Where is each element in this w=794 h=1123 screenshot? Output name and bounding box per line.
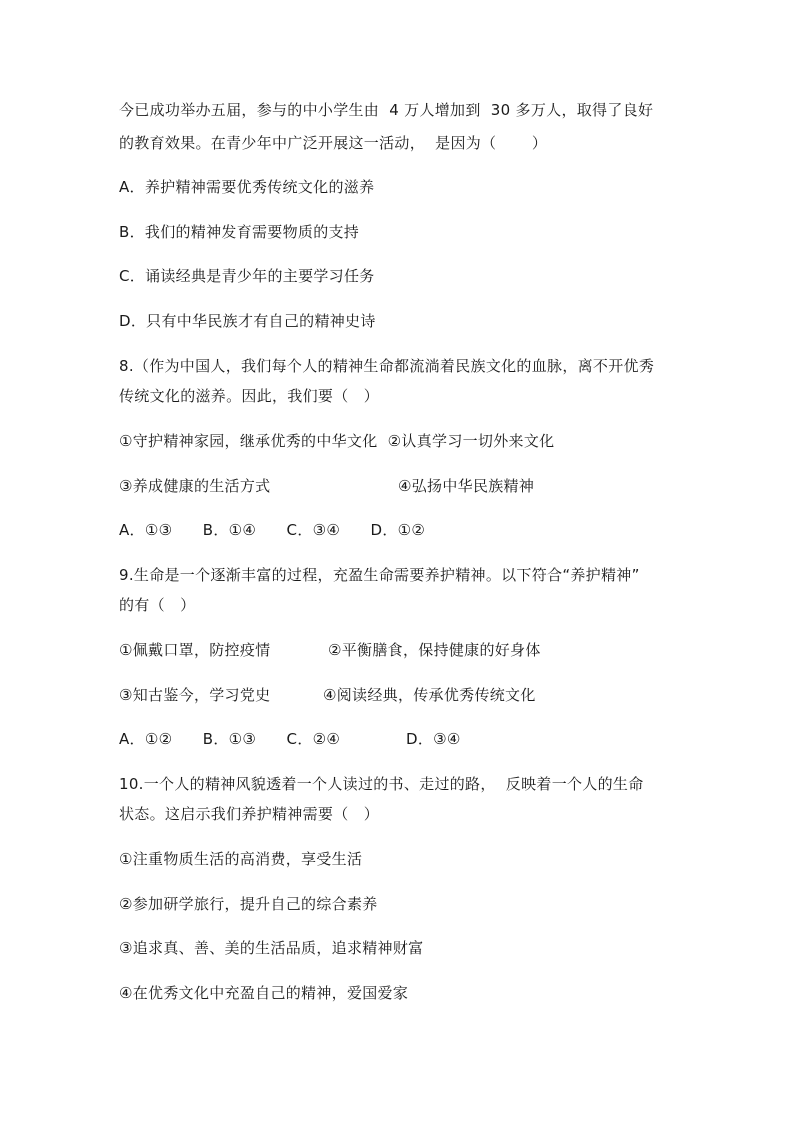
q8-item-4: ④弘扬中华民族精神 [398, 477, 535, 495]
q8-items-line-1: ①守护精神家园，继承优秀的中华文化 ②认真学习一切外来文化 [119, 432, 555, 450]
q8-answer-choices: A．①③ B．①④ C．③④ D．①② [119, 521, 426, 539]
q8-item-3: ③养成健康的生活方式 [119, 477, 271, 495]
q10-item-1: ①注重物质生活的高消费，享受生活 [119, 850, 363, 868]
q8-stem-line-2: 传统文化的滋养。因此，我们要（ ） [119, 387, 380, 405]
q10-item-3: ③追求真、善、美的生活品质，追求精神财富 [119, 939, 424, 957]
q7-stem-line-2: 的教育效果。在青少年中广泛开展这一活动， 是因为（ ） [119, 134, 548, 152]
q7-stem-line-1: 今已成功举办五届，参与的中小学生由 4 万人增加到 30 多万人，取得了良好 [119, 101, 654, 119]
q9-stem-line-2: 的有（ ） [119, 596, 196, 614]
q8-stem-line-1: 8.（作为中国人，我们每个人的精神生命都流淌着民族文化的血脉，离不开优秀 [119, 357, 655, 375]
q10-item-4: ④在优秀文化中充盈自己的精神，爱国爱家 [119, 984, 409, 1002]
q7-option-c: C．诵读经典是青少年的主要学习任务 [119, 267, 375, 285]
q10-stem-line-2: 状态。这启示我们养护精神需要（ ） [119, 805, 380, 823]
q9-answer-choices: A．①② B．①③ C．②④ D．③④ [119, 730, 461, 748]
q9-stem-line-1: 9.生命是一个逐渐丰富的过程，充盈生命需要养护精神。以下符合“养护精神” [119, 566, 640, 584]
q9-item-1: ①佩戴口罩，防控疫情 [119, 641, 271, 659]
q9-item-4: ④阅读经典，传承优秀传统文化 [323, 686, 536, 704]
q7-option-a: A．养护精神需要优秀传统文化的滋养 [119, 178, 375, 196]
q9-item-3: ③知古鉴今，学习党史 [119, 686, 271, 704]
q7-option-b: B．我们的精神发育需要物质的支持 [119, 223, 360, 241]
q10-item-2: ②参加研学旅行，提升自己的综合素养 [119, 895, 378, 913]
q7-option-d: D．只有中华民族才有自己的精神史诗 [119, 312, 376, 330]
q9-item-2: ②平衡膳食，保持健康的好身体 [328, 641, 541, 659]
q10-stem-line-1: 10.一个人的精神风貌透着一个人读过的书、走过的路， 反映着一个人的生命 [119, 775, 644, 793]
